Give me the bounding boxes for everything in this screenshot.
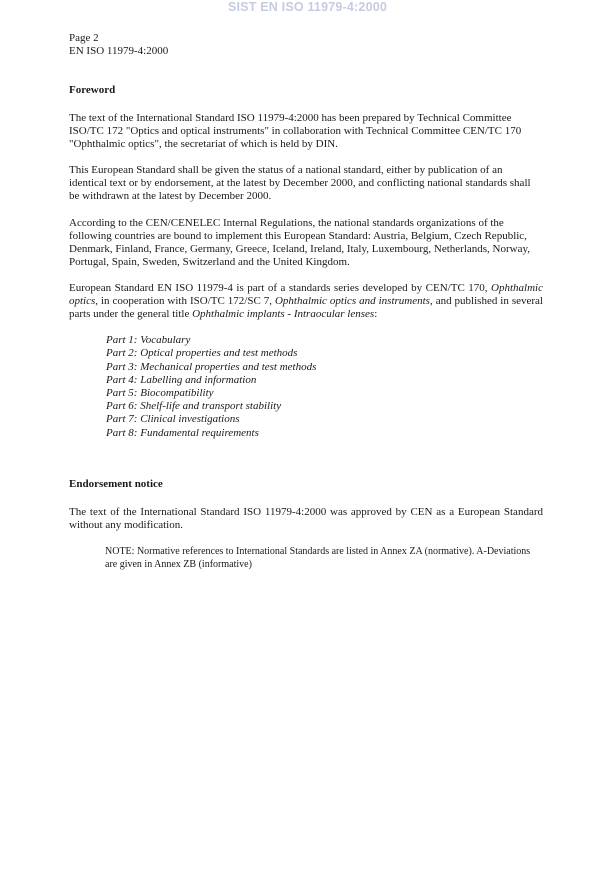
parts-list-item: Part 8: Fundamental requirements: [106, 426, 259, 439]
parts-list-item: Part 3: Mechanical properties and test methods: [106, 360, 317, 373]
foreword-paragraph-1: The text of the International Standard ISO 11979-4:2000 has been prepared by Technical Committee ISO/TC 172 "Optics and optical instruments" in collaboration with Technical Committee CEN/TC 170 "Ophthalmic optics", the secretariat of which is held by DIN.: [69, 112, 522, 151]
endorsement-paragraph: The text of the International Standard ISO 11979-4:2000 was approved by CEN as a European Standard without any modification.: [69, 505, 543, 531]
parts-list: [106, 334, 543, 440]
page-header: [69, 32, 168, 58]
endorsement-heading: Endorsement notice: [69, 477, 163, 490]
foreword-paragraph-3: According to the CEN/CENELEC Internal Regulations, the national standards organizations of the following countries are bound to implement this European Standard: Austria, Belgium, Czech Republic, Denmark, Finland, France, Germany, Greece, Iceland, Ireland, Italy, Luxembourg, Netherlands, Norway, Portugal, Spain, Sweden, Switzerland and the United Kingdom.: [69, 216, 531, 268]
parts-list-item: Part 1: Vocabulary: [106, 334, 191, 347]
document-body: [69, 84, 543, 571]
foreword-paragraph-2: This European Standard shall be given the status of a national standard, either by publication of an identical text or by endorsement, at the latest by December 2000, and conflicting national standards shall be withdrawn at the latest by December 2000.: [69, 164, 531, 203]
document-id: EN ISO 11979-4:2000: [69, 45, 169, 57]
parts-list-item: Part 5: Biocompatibility: [106, 387, 214, 400]
foreword-heading: Foreword: [69, 84, 116, 96]
parts-list-item: Part 2: Optical properties and test methods: [106, 347, 298, 360]
parts-list-item: Part 4: Labelling and information: [106, 373, 257, 386]
text-run-italic: Ophthalmic optics: [69, 281, 543, 308]
endorsement-note: NOTE: Normative references to International Standards are listed in Annex ZA (normative). A-Deviations are given in Annex ZB (informative): [105, 546, 531, 571]
text-run: European Standard EN ISO 11979-4 is part of a standards series developed by CEN/TC 170,: [69, 281, 492, 294]
parts-list-item: Part 6: Shelf-life and transport stability: [106, 400, 282, 413]
foreword-paragraph-4: [69, 282, 543, 321]
text-run: :: [374, 308, 378, 321]
text-run: , and published in several parts under the general title: [69, 295, 543, 321]
parts-list-item: Part 7: Clinical investigations: [106, 413, 240, 426]
watermark: SIST EN ISO 11979-4:2000: [227, 0, 388, 14]
text-run: , in cooperation with ISO/TC 172/SC 7,: [95, 295, 275, 308]
text-run-italic: Ophthalmic optics and instruments: [274, 295, 430, 308]
text-run-italic: Ophthalmic implants - Intraocular lenses: [192, 308, 375, 321]
page-number: Page 2: [69, 32, 99, 44]
